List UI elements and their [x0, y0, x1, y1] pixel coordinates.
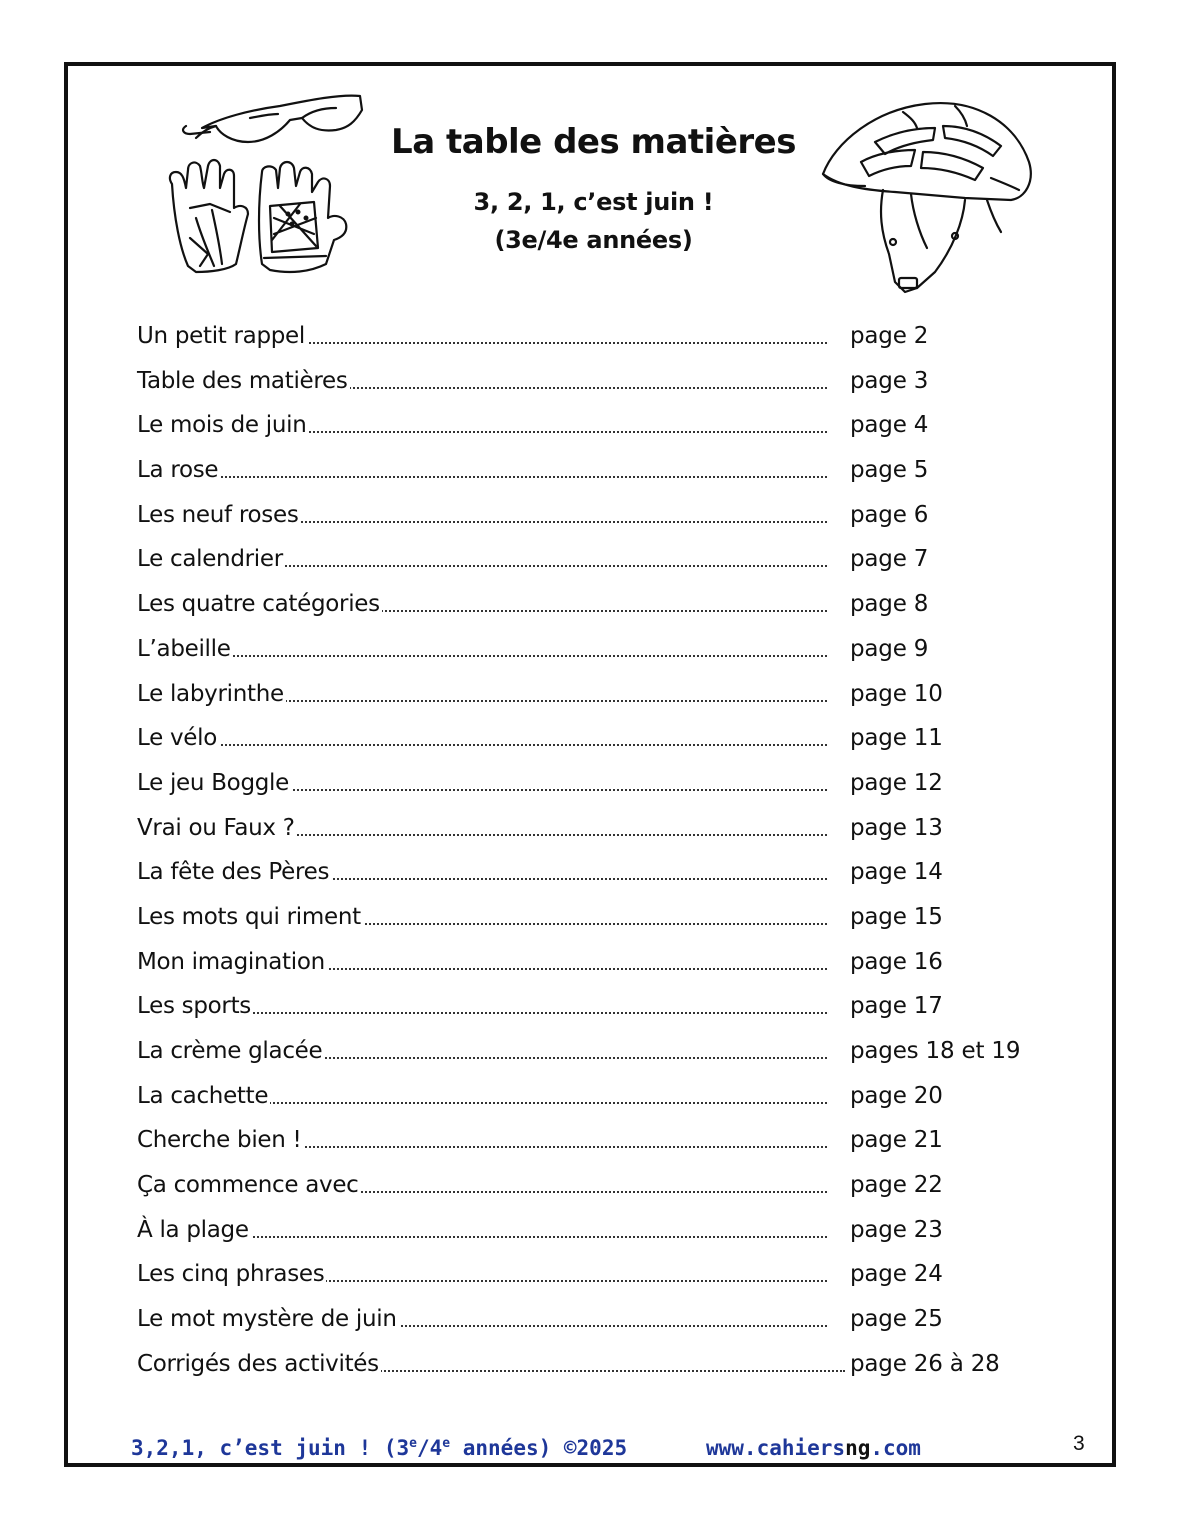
toc-entry-page: page 25 [850, 1306, 943, 1333]
toc-entry-page: page 24 [850, 1261, 943, 1288]
toc-entry-title: Vrai ou Faux ? [137, 810, 297, 846]
toc-row [137, 497, 1057, 542]
toc-entry-title: Les cinq phrases [137, 1256, 326, 1292]
page-number: 3 [1073, 1432, 1085, 1455]
toc-row [137, 1122, 1057, 1167]
toc-row [137, 1346, 1057, 1391]
toc-row [137, 676, 1057, 721]
toc-row [137, 318, 1057, 363]
toc-entry-title: Le mot mystère de juin [137, 1301, 399, 1337]
toc-row [137, 944, 1057, 989]
toc-row [137, 988, 1057, 1033]
footer-website-link[interactable]: www.cahiersng.com [706, 1436, 921, 1460]
toc-row [137, 586, 1057, 631]
toc-entry-title: Les sports [137, 988, 253, 1024]
toc-entry-page: page 20 [850, 1082, 943, 1109]
toc-entry-page: page 7 [850, 546, 929, 573]
grade-level: (3e/4e années) [494, 226, 693, 254]
toc-row [137, 1301, 1057, 1346]
toc-row [137, 765, 1057, 810]
toc-entry-title: Ça commence avec [137, 1167, 361, 1203]
toc-entry-title: La rose [137, 452, 220, 488]
toc-entry-title: Table des matières [137, 363, 350, 399]
toc-entry-title: Les mots qui riment [137, 899, 363, 935]
toc-entry-page: page 6 [850, 501, 929, 528]
toc-row [137, 407, 1057, 452]
toc-row [137, 1167, 1057, 1212]
toc-entry-page: page 22 [850, 1172, 943, 1199]
toc-row [137, 1078, 1057, 1123]
table-of-contents [137, 318, 1057, 1391]
toc-row [137, 631, 1057, 676]
toc-entry-page: page 14 [850, 859, 943, 886]
toc-row [137, 720, 1057, 765]
toc-entry-page: page 3 [850, 367, 929, 394]
toc-entry-page: page 21 [850, 1127, 943, 1154]
toc-entry-title: La crème glacée [137, 1033, 324, 1069]
toc-entry-page: page 12 [850, 769, 943, 796]
page-title: La table des matières [391, 122, 796, 162]
toc-entry-page: page 5 [850, 457, 929, 484]
toc-entry-page: pages 18 et 19 [850, 1038, 1021, 1064]
toc-entry-title: Le calendrier [137, 541, 285, 577]
toc-row [137, 363, 1057, 408]
toc-entry-title: Un petit rappel [137, 318, 307, 354]
toc-entry-page: page 10 [850, 680, 943, 707]
dot-leader [137, 476, 827, 478]
toc-entry-title: Le jeu Boggle [137, 765, 291, 801]
toc-entry-page: page 17 [850, 993, 943, 1020]
toc-entry-page: page 9 [850, 635, 929, 662]
toc-entry-title: Les quatre catégories [137, 586, 382, 622]
dot-leader [137, 744, 827, 746]
toc-entry-title: L’abeille [137, 631, 233, 667]
toc-entry-page: page 26 à 28 [850, 1350, 1000, 1377]
toc-row [137, 1256, 1057, 1301]
toc-row [137, 1212, 1057, 1257]
toc-entry-title: Cherche bien ! [137, 1122, 303, 1158]
toc-entry-title: Mon imagination [137, 944, 327, 980]
toc-row [137, 452, 1057, 497]
toc-entry-title: Corrigés des activités [137, 1346, 381, 1382]
toc-entry-page: page 13 [850, 814, 943, 841]
toc-entry-title: Le vélo [137, 720, 219, 756]
toc-entry-title: La cachette [137, 1078, 270, 1114]
toc-entry-title: Les neuf roses [137, 497, 301, 533]
footer-title: 3,2,1, c’est juin ! (3e/4e années) ©2025 [131, 1436, 628, 1460]
toc-row [137, 854, 1057, 899]
toc-entry-page: page 11 [850, 725, 943, 752]
toc-entry-page: page 4 [850, 412, 929, 439]
toc-row [137, 810, 1057, 855]
toc-entry-title: Le mois de juin [137, 407, 309, 443]
toc-row [137, 541, 1057, 586]
dot-leader [137, 655, 827, 657]
toc-entry-title: La fête des Pères [137, 854, 331, 890]
toc-entry-title: À la plage [137, 1212, 251, 1248]
toc-entry-page: page 16 [850, 948, 943, 975]
toc-entry-page: page 2 [850, 323, 929, 349]
toc-row [137, 1033, 1057, 1078]
subtitle: 3, 2, 1, c’est juin ! [473, 188, 714, 216]
toc-row [137, 899, 1057, 944]
toc-entry-page: page 15 [850, 903, 943, 930]
toc-entry-page: page 23 [850, 1216, 943, 1243]
toc-entry-page: page 8 [850, 591, 929, 618]
toc-entry-title: Le labyrinthe [137, 676, 286, 712]
